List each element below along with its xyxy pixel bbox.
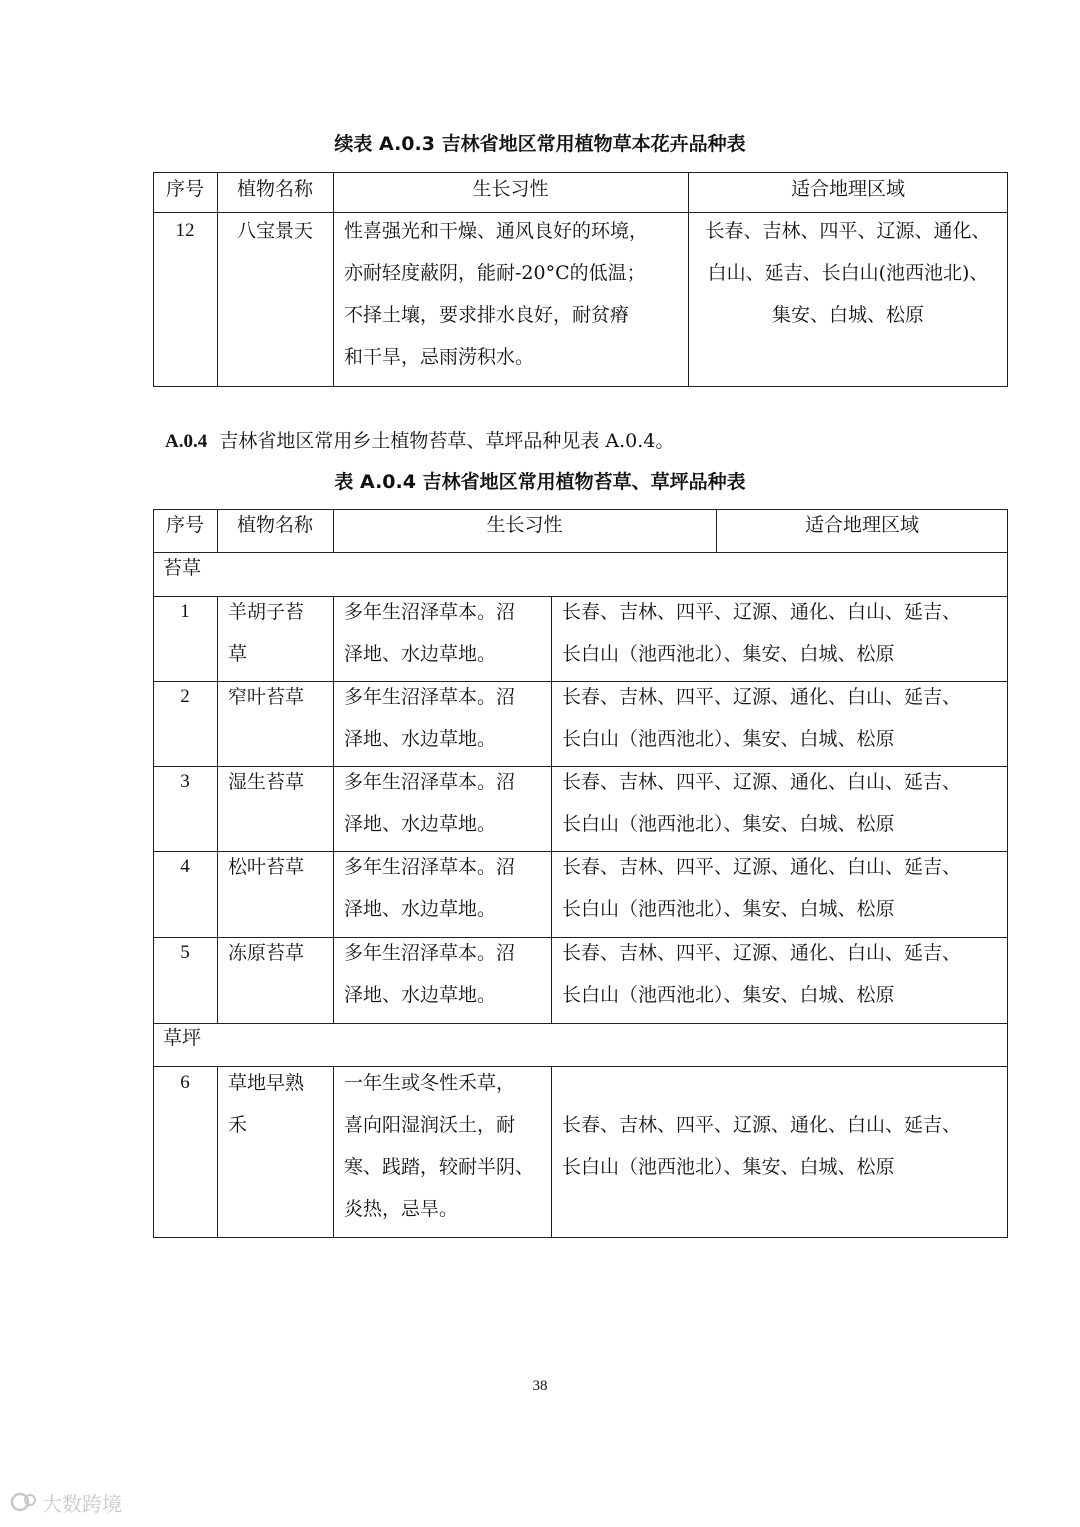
region-line: 长春、吉林、四平、辽源、通化、白山、延吉、 <box>562 856 962 878</box>
row-no: 1 <box>180 601 190 622</box>
row-region <box>562 761 961 845</box>
region-line: 长白山（池西池北）、集安、白城、松原 <box>562 984 895 1006</box>
page-number: 38 <box>532 1378 548 1394</box>
table-a03-row-habit <box>344 210 648 378</box>
region-line: 白山、延吉、长白山(池西池北)、 <box>707 262 989 284</box>
table-a04-header-region: 适合地理区域 <box>804 514 919 536</box>
row-name <box>228 846 304 888</box>
name-line: 草 <box>228 643 248 665</box>
clause-text: 吉林省地区常用乡土植物苔草、草坪品种见表 A.0.4。 <box>219 430 675 452</box>
name-line: 草地早熟 <box>228 1072 305 1094</box>
region-line: 长春、吉林、四平、辽源、通化、白山、延吉、 <box>562 1114 962 1136</box>
habit-line: 和干旱，忌雨涝积水。 <box>344 346 535 368</box>
name-line: 禾 <box>228 1114 248 1136</box>
table-a04-header-no: 序号 <box>165 514 204 536</box>
habit-line: 多年生沼泽草本。沼 <box>344 856 516 878</box>
row-no: 3 <box>180 771 190 792</box>
watermark <box>10 1488 122 1516</box>
row-region <box>562 846 961 930</box>
row-name <box>228 761 304 803</box>
row-name <box>228 932 304 974</box>
habit-line: 泽地、水边草地。 <box>344 813 497 835</box>
region-line: 长白山（池西池北）、集安、白城、松原 <box>562 643 895 665</box>
habit-line: 泽地、水边草地。 <box>344 643 497 665</box>
table-a04-header-name: 植物名称 <box>236 514 313 536</box>
habit-line: 不择土壤，要求排水良好，耐贫瘠 <box>344 304 630 326</box>
name-line: 窄叶苔草 <box>228 686 305 708</box>
row-habit <box>344 846 515 930</box>
table-a04-col-divider <box>217 1066 218 1238</box>
region-line: 长白山（池西池北）、集安、白城、松原 <box>562 728 895 750</box>
row-habit <box>344 591 515 675</box>
table-a04-header-divider <box>153 552 1008 553</box>
table-a03-row-region <box>688 210 1008 336</box>
row-no: 2 <box>180 686 190 707</box>
row-region <box>562 932 961 1016</box>
clause-a04-intro <box>165 428 674 455</box>
habit-line: 炎热，忌旱。 <box>344 1198 459 1220</box>
watermark-logo-icon <box>10 1490 38 1514</box>
row-region <box>562 676 961 760</box>
region-line: 长白山（池西池北）、集安、白城、松原 <box>562 1156 895 1178</box>
row-habit <box>344 676 515 760</box>
region-line: 长春、吉林、四平、辽源、通化、 <box>705 220 991 242</box>
table-a03-header-name: 植物名称 <box>236 178 313 200</box>
name-line: 松叶苔草 <box>228 856 305 878</box>
watermark-text: 大数跨境 <box>42 1491 122 1516</box>
habit-line: 泽地、水边草地。 <box>344 728 497 750</box>
region-line: 长白山（池西池北）、集安、白城、松原 <box>562 813 895 835</box>
table-a04-group-label: 苔草 <box>163 557 202 579</box>
table-a03-caption: 续表 A.0.3 吉林省地区常用植物草本花卉品种表 <box>334 133 746 155</box>
region-line: 长白山（池西池北）、集安、白城、松原 <box>562 898 895 920</box>
table-a04-row-divider <box>153 1023 1008 1024</box>
row-region <box>562 1104 961 1188</box>
name-line: 冻原苔草 <box>228 942 305 964</box>
row-habit <box>344 1062 534 1230</box>
region-line: 长春、吉林、四平、辽源、通化、白山、延吉、 <box>562 601 962 623</box>
table-a04-header-habit: 生长习性 <box>486 514 563 536</box>
region-line: 集安、白城、松原 <box>771 304 924 326</box>
table-a04-caption: 表 A.0.4 吉林省地区常用植物苔草、草坪品种表 <box>334 471 746 493</box>
habit-line: 多年生沼泽草本。沼 <box>344 601 516 623</box>
table-a04-col-divider <box>551 1066 552 1238</box>
row-name <box>228 676 304 718</box>
row-no: 4 <box>180 856 190 877</box>
row-region <box>562 591 961 675</box>
region-line: 长春、吉林、四平、辽源、通化、白山、延吉、 <box>562 771 962 793</box>
name-line: 羊胡子苔 <box>228 601 305 623</box>
row-name <box>228 591 304 675</box>
habit-line: 寒、践踏，较耐半阴、 <box>344 1156 535 1178</box>
table-a03-header-habit: 生长习性 <box>472 178 549 200</box>
region-line: 长春、吉林、四平、辽源、通化、白山、延吉、 <box>562 686 962 708</box>
table-a03-row-name: 八宝景天 <box>236 220 313 242</box>
table-a03-header-no: 序号 <box>165 178 204 200</box>
habit-line: 多年生沼泽草本。沼 <box>344 771 516 793</box>
habit-line: 泽地、水边草地。 <box>344 898 497 920</box>
table-a04-group-label: 草坪 <box>163 1027 202 1049</box>
habit-line: 多年生沼泽草本。沼 <box>344 686 516 708</box>
habit-line: 泽地、水边草地。 <box>344 984 497 1006</box>
name-line: 湿生苔草 <box>228 771 305 793</box>
row-habit <box>344 761 515 845</box>
habit-line: 性喜强光和干燥、通风良好的环境， <box>344 220 649 242</box>
table-a04-col-divider <box>551 596 552 1023</box>
habit-line: 一年生或冬性禾草， <box>344 1072 516 1094</box>
region-line: 长春、吉林、四平、辽源、通化、白山、延吉、 <box>562 942 962 964</box>
table-a04-col-divider <box>333 596 334 1023</box>
table-a03-row-no: 12 <box>175 220 195 241</box>
row-no: 6 <box>180 1072 190 1093</box>
habit-line: 喜向阳湿润沃土，耐 <box>344 1114 516 1136</box>
row-no: 5 <box>180 942 190 963</box>
clause-number: A.0.4 <box>165 431 208 452</box>
habit-line: 亦耐轻度蔽阴，能耐-20°C的低温； <box>344 262 646 284</box>
table-a04-col-divider <box>217 596 218 1023</box>
habit-line: 多年生沼泽草本。沼 <box>344 942 516 964</box>
table-a04-col-divider <box>333 1066 334 1238</box>
row-name <box>228 1062 304 1146</box>
row-habit <box>344 932 515 1016</box>
table-a03-header-region: 适合地理区域 <box>790 178 905 200</box>
